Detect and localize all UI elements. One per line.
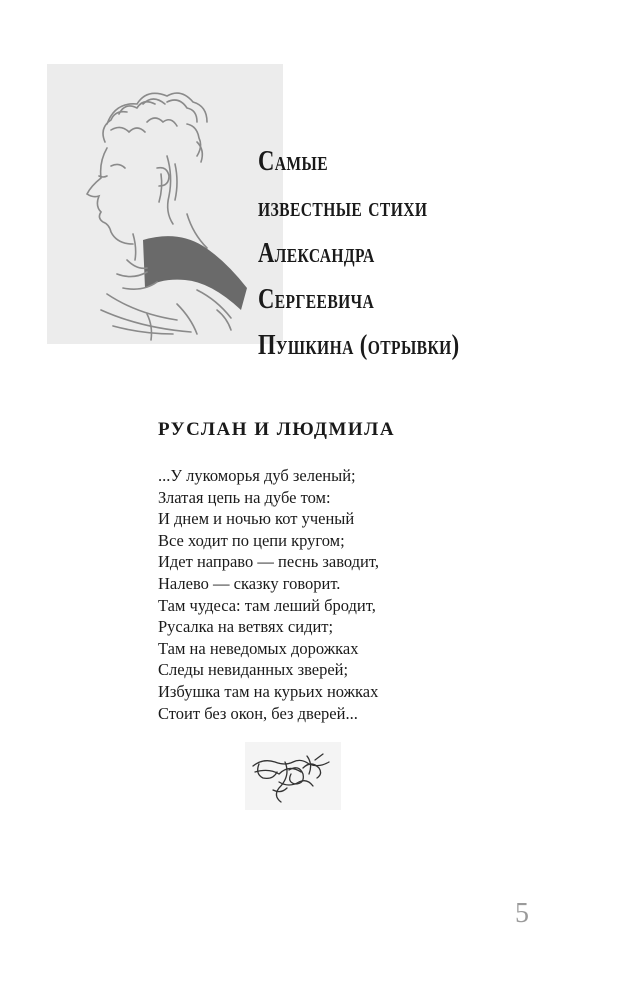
- title-line-4: Сергеевича: [258, 283, 375, 315]
- poem-text: [158, 465, 379, 724]
- poem-line: Русалка на ветвях сидит;: [158, 617, 334, 637]
- poem-line: Златая цепь на дубе том:: [158, 487, 331, 507]
- poem-line: Следы невиданных зверей;: [158, 660, 349, 680]
- portrait-drawing: [47, 64, 283, 344]
- title-line-2: известные стихи: [258, 191, 428, 223]
- page-title: [258, 138, 598, 368]
- title-line-3: Александра: [258, 237, 375, 269]
- signature-drawing: [245, 742, 341, 810]
- author-portrait-sketch: [47, 64, 283, 344]
- poem-line: ...У лукоморья дуб зеленый;: [158, 466, 356, 485]
- poem-line: Там чудеса: там леший бродит,: [158, 595, 376, 615]
- title-line-1: Самые: [258, 145, 329, 177]
- poem-line: Идет направо — песнь заводит,: [158, 552, 379, 572]
- title-line-5: Пушкина (отрывки): [258, 329, 460, 361]
- poem-line: Налево — сказку говорит.: [158, 573, 341, 593]
- poem-line: Стоит без окон, без дверей...: [158, 703, 358, 723]
- poem-line: Все ходит по цепи кругом;: [158, 530, 345, 550]
- author-signature: [245, 742, 341, 810]
- poem-title: РУСЛАН И ЛЮДМИЛА: [158, 419, 396, 440]
- poem-line: Избушка там на курьих ножках: [158, 681, 379, 701]
- page-number: 5: [515, 898, 529, 929]
- poem-line: Там на неведомых дорожках: [158, 638, 359, 658]
- poem-line: И днем и ночью кот ученый: [158, 509, 355, 529]
